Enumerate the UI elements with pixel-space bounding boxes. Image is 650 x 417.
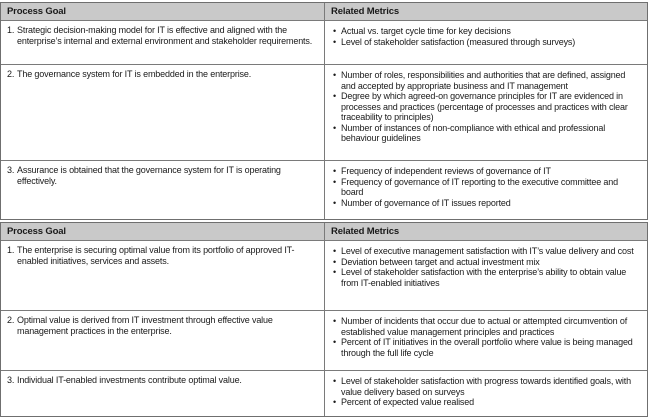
- bullet-icon: •: [333, 197, 337, 208]
- metric-item: • Number of incidents that occur due to actual or attempted circumvention of established value management principles and practices: [333, 316, 628, 337]
- metric-item: • Level of stakeholder satisfaction (measured through surveys): [333, 36, 576, 47]
- metric-item: • Frequency of governance of IT reporting to the executive committee and board: [333, 176, 618, 197]
- process-goal-cell: [1, 311, 325, 370]
- metric-item: • Number of governance of IT issues reported: [333, 197, 511, 208]
- bullet-icon: •: [333, 267, 337, 277]
- header-related-metrics: Related Metrics: [331, 6, 399, 17]
- goal-text: The governance system for IT is embedded in the enterprise.: [17, 69, 252, 79]
- bullet-icon: •: [333, 376, 337, 386]
- bullet-icon: •: [333, 316, 337, 326]
- goal-text: Strategic decision-making model for IT is effective and aligned with the enterprise’s internal and external environment and stakeholder requirements.: [17, 25, 313, 46]
- goal-text: Optimal value is derived from IT investment through effective value management practices in the enterprise.: [17, 315, 273, 336]
- metric-item: • Actual vs. target cycle time for key decisions: [333, 26, 511, 36]
- goal-text: The enterprise is securing optimal value from its portfolio of approved IT-enabled initiatives, services and assets.: [17, 245, 295, 266]
- bullet-icon: •: [333, 26, 337, 36]
- bullet-icon: •: [333, 337, 337, 347]
- bullet-icon: •: [333, 176, 337, 187]
- table-row: [1, 20, 647, 64]
- metric-item: • Number of instances of non-compliance with ethical and professional behaviour guidelines: [333, 122, 606, 143]
- goal-number: 3.: [7, 375, 15, 385]
- process-goal-cell: [1, 161, 325, 219]
- goal-number: 1.: [7, 245, 15, 255]
- bullet-icon: •: [333, 70, 337, 80]
- metric-item: • Frequency of independent reviews of governance of IT: [333, 166, 551, 176]
- related-metrics-cell: [325, 21, 647, 64]
- bullet-icon: •: [333, 256, 337, 267]
- process-goal-cell: [1, 65, 325, 160]
- bullet-icon: •: [333, 246, 337, 256]
- metric-item: • Percent of expected value realised: [333, 397, 474, 407]
- bullet-icon: •: [333, 91, 337, 101]
- process-goal-cell: [1, 21, 325, 64]
- bullet-icon: •: [333, 122, 337, 133]
- metric-item: • Level of stakeholder satisfaction with the enterprise’s ability to obtain value from IT-enabled initiatives: [333, 267, 627, 288]
- table-row: [1, 240, 647, 310]
- metric-item: • Deviation between target and actual investment mix: [333, 256, 540, 267]
- bullet-icon: •: [333, 36, 337, 47]
- related-metrics-cell: [325, 371, 647, 416]
- governance-goals-table: [0, 2, 648, 220]
- goal-text: Individual IT-enabled investments contribute optimal value.: [17, 375, 242, 385]
- metric-item: • Level of stakeholder satisfaction with progress towards identified goals, with value delivery based on surveys: [333, 376, 631, 397]
- metric-item: • Degree by which agreed-on governance principles for IT are evidenced in processes and practices (percentage of processes and practices with clear traceability to principles): [333, 91, 628, 122]
- related-metrics-cell: [325, 161, 647, 219]
- goal-number: 3.: [7, 165, 15, 175]
- related-metrics-cell: [325, 241, 647, 310]
- table-row: [1, 160, 647, 219]
- table-row: [1, 64, 647, 160]
- table-row: [1, 370, 647, 416]
- process-goal-cell: [1, 241, 325, 310]
- header-related-metrics: Related Metrics: [331, 226, 399, 237]
- value-delivery-goals-table: [0, 222, 648, 417]
- goal-text: Assurance is obtained that the governance system for IT is operating effectively.: [17, 165, 281, 186]
- goal-number: 2.: [7, 69, 15, 79]
- metric-item: • Percent of IT initiatives in the overall portfolio where value is being managed through the full life cycle: [333, 337, 633, 358]
- table-row: [1, 310, 647, 370]
- bullet-icon: •: [333, 166, 337, 176]
- header-process-goal: Process Goal: [1, 3, 325, 20]
- related-metrics-cell: [325, 311, 647, 370]
- goal-number: 1.: [7, 25, 15, 35]
- metric-item: • Number of roles, responsibilities and authorities that are defined, assigned and accepted by appropriate business and IT management: [333, 70, 626, 91]
- bullet-icon: •: [333, 397, 337, 407]
- process-goal-cell: [1, 371, 325, 416]
- related-metrics-cell: [325, 65, 647, 160]
- table-header: [1, 223, 647, 240]
- metric-item: • Level of executive management satisfaction with IT’s value delivery and cost: [333, 246, 634, 256]
- table-header: [1, 3, 647, 20]
- goal-number: 2.: [7, 315, 15, 325]
- header-process-goal: Process Goal: [1, 223, 325, 240]
